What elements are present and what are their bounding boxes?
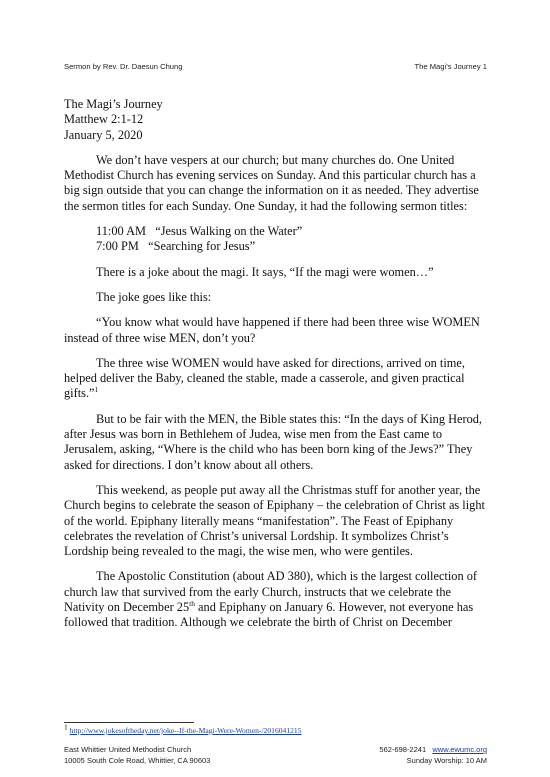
paragraph: The joke goes like this: — [96, 289, 212, 304]
footer-website-link[interactable]: www.ewumc.org — [432, 745, 487, 754]
sermon-title-list — [96, 224, 486, 255]
sermon-title: The Magi’s Journey — [64, 97, 163, 111]
paragraph-text: The Apostolic Constitution (about AD 380), which is the largest collection of church law that survived from the early Church, instructs that we celebrate the Nativity on December 25 — [64, 569, 478, 615]
ordinal-suffix: th — [189, 598, 195, 608]
paragraph: “You know what would have happened if there had been three wise WOMEN instead of three wise MEN, don’t you? — [64, 315, 480, 345]
paragraph: We don’t have vespers at our church; but many churches do. One United Methodist Church has evening services on Sunday. And this particular church has a big sign outside that you can change the information on it as needed. They advertise the sermon titles for each Sunday. One Sunday, it had the following sermon titles: — [64, 152, 479, 213]
footnote-divider — [64, 722, 194, 723]
title-block — [64, 97, 486, 143]
paragraph-text: The three wise WOMEN would have asked for directions, arrived on time, helped deliver the Baby, cleaned the stable, made a casserole, and given practical gifts.” — [64, 355, 465, 401]
paragraph — [64, 356, 486, 402]
paragraph — [64, 569, 486, 630]
sermon-list-item: 7:00 PM “Searching for Jesus” — [96, 239, 256, 254]
footnote — [64, 722, 302, 735]
header-page-title: The Magi’s Journey 1 — [414, 62, 487, 71]
paragraph: There is a joke about the magi. It says, “If the magi were women…” — [96, 264, 434, 279]
footer-worship-time: Sunday Worship: 10 AM — [406, 756, 487, 765]
scripture-reference: Matthew 2:1-12 — [64, 112, 144, 127]
footnote-number: 1 — [64, 722, 68, 732]
sermon-body — [64, 97, 486, 641]
paragraph-text: and Epiphany on January 6. However, not everyone has followed that tradition. Although we celebrate the birth of Christ on December — [64, 600, 474, 630]
footnote-link[interactable]: http://www.jokesoftheday.net/joke--If-the-Magi-Were-Women-/2016041215 — [69, 726, 302, 735]
sermon-date: January 5, 2020 — [64, 127, 143, 142]
paragraph: But to be fair with the MEN, the Bible states this: “In the days of King Herod, after Jesus was born in Bethlehem of Judea, wise men from the East came to Jerusalem, asking, “Where is the child who has been born king of the Jews?” They asked for directions. I don’t know about all others. — [64, 411, 483, 472]
paragraph: This weekend, as people put away all the Christmas stuff for another year, the Church begins to celebrate the season of Epiphany – the celebration of Christ as light of the world. Epiphany literally means “manifestation”. The Feast of Epiphany celebrates the revelation of Christ’s universal Lordship. It symbolizes Christ’s Lordship being revealed to the magi, the wise men, who were gentiles. — [64, 482, 485, 559]
sermon-list-item: 11:00 AM “Jesus Walking on the Water” — [96, 224, 303, 239]
footer-church-name: East Whittier United Methodist Church — [64, 745, 192, 754]
footnote-marker[interactable]: 1 — [94, 385, 99, 395]
header-author: Sermon by Rev. Dr. Daesun Chung — [64, 62, 183, 71]
footer-phone: 562-698-2241 — [379, 745, 427, 754]
footer-address: 10005 South Cole Road, Whittier, CA 90603 — [64, 756, 211, 765]
footer-contact — [379, 745, 487, 754]
